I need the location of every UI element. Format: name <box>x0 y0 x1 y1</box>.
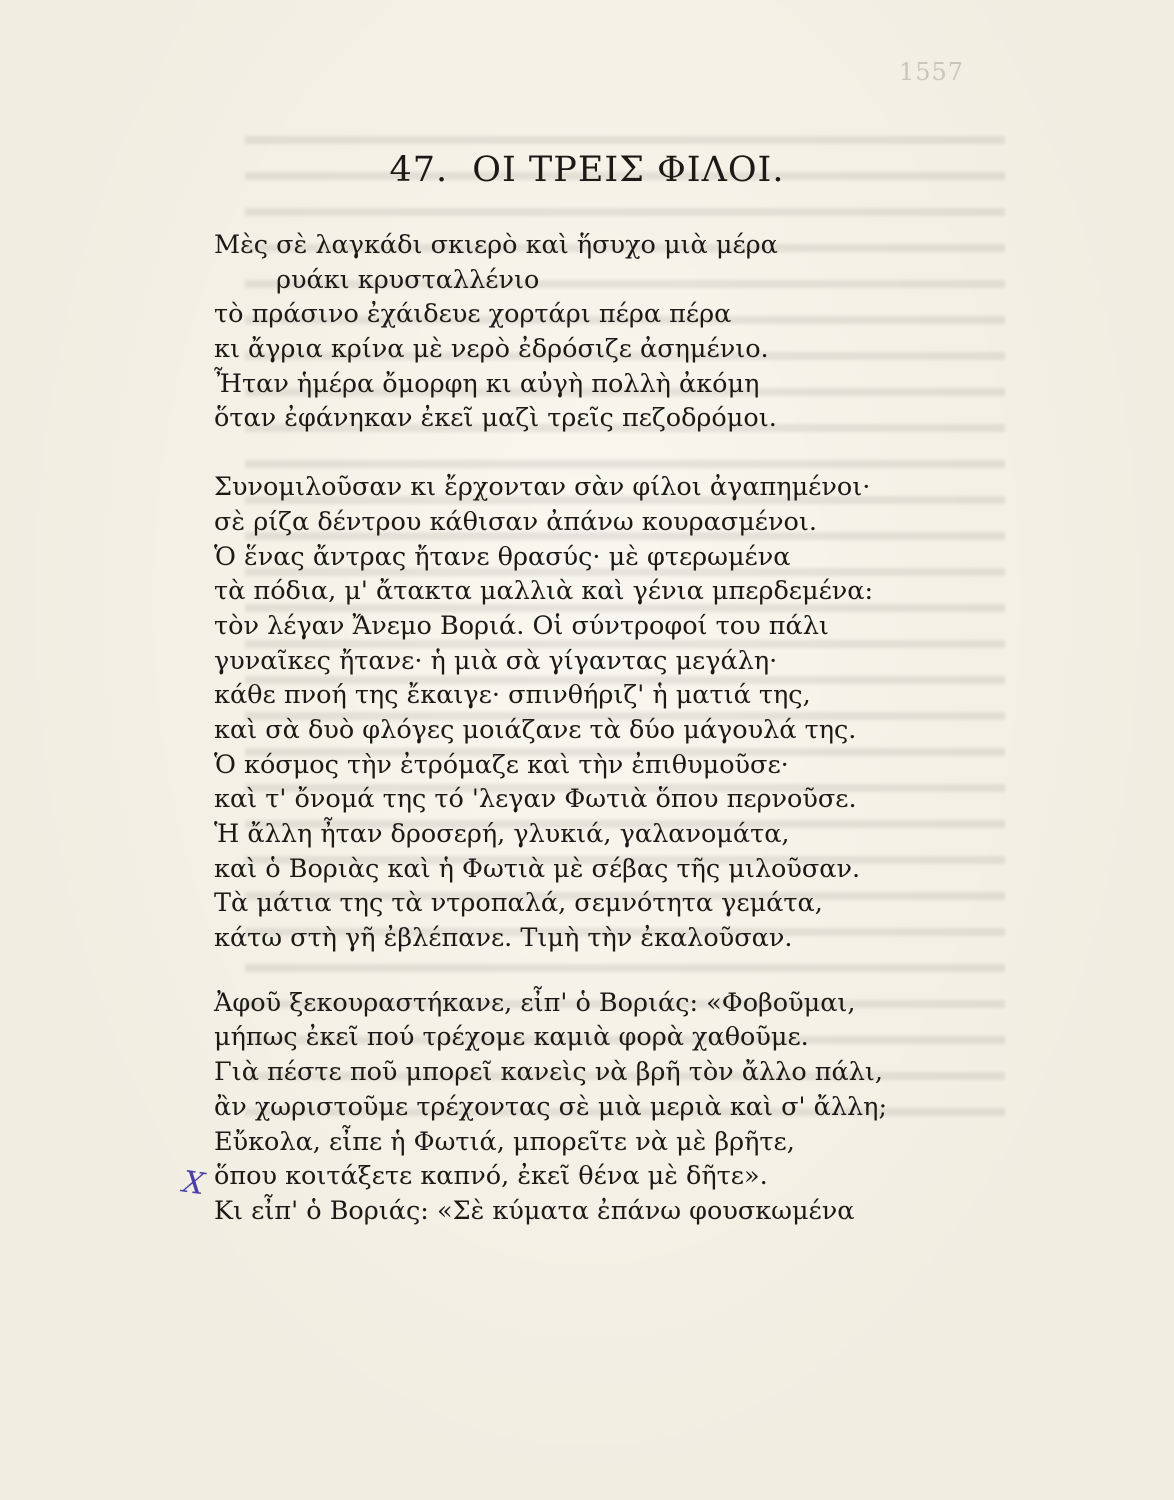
poem-line: Ἦταν ἡμέρα ὄμορφη κι αὐγὴ πολλὴ ἀκόμη <box>214 368 760 399</box>
poem-line: ὅπου κοιτάξετε καπνό, ἐκεῖ θένα μὲ δῆτε». <box>214 1161 768 1192</box>
poem-line: Μὲς σὲ λαγκάδι σκιερὸ καὶ ἥσυχο μιὰ μέρα <box>214 230 778 260</box>
stanza-gap <box>214 956 994 986</box>
poem-line: Ὁ ἕνας ἄντρας ἤτανε θρασύς· μὲ φτερωμένα <box>214 541 791 572</box>
poem-line: καὶ ὁ Βοριὰς καὶ ἡ Φωτιὰ μὲ σέβας τῆς μιλοῦσαν. <box>214 853 861 884</box>
stanza-2 <box>214 470 994 956</box>
poem-line: ρυάκι κρυσταλλένιο <box>276 264 540 295</box>
stanza-1 <box>214 228 994 436</box>
poem-line: Συνομιλοῦσαν κι ἔρχονταν σὰν φίλοι ἀγαπημένοι· <box>214 472 871 503</box>
poem-line: τὸν λέγαν Ἄνεμο Βοριά. Οἱ σύντροφοί του πάλι <box>214 610 829 641</box>
poem-line: κάτω στὴ γῆ ἐβλέπανε. Τιμὴ τὴν ἐκαλοῦσαν. <box>214 923 793 954</box>
stanza-gap <box>214 436 994 470</box>
poem-line: τὸ πράσινο ἐχάιδευε χορτάρι πέρα πέρα <box>214 299 732 330</box>
poem-number: 47. <box>389 150 449 190</box>
poem-line: Ἡ ἄλλη ἦταν δροσερή, γλυκιά, γαλανομάτα, <box>214 819 790 849</box>
poem-line: ὅταν ἐφάνηκαν ἐκεῖ μαζὶ τρεῖς πεζοδρόμοι. <box>214 403 777 434</box>
poem-line: γυναῖκες ἤτανε· ἡ μιὰ σὰ γίγαντας μεγάλη· <box>214 645 778 676</box>
poem-line: κάθε πνοή της ἔκαιγε· σπινθήριζ' ἡ ματιά της, <box>214 680 811 711</box>
poem-line: Ὁ κόσμος τὴν ἐτρόμαζε καὶ τὴν ἐπιθυμοῦσε· <box>214 749 789 780</box>
poem-line: καὶ τ' ὄνομά της τό 'λεγαν Φωτιὰ ὅπου περνοῦσε. <box>214 784 857 815</box>
poem-body <box>214 228 994 1229</box>
poem-line: μήπως ἐκεῖ πού τρέχομε καμιὰ φορὰ χαθοῦμε. <box>214 1022 809 1053</box>
poem-line: σὲ ρίζα δέντρου κάθισαν ἀπάνω κουρασμένοι. <box>214 506 817 537</box>
poem-line: Ἀφοῦ ξεκουραστήκανε, εἶπ' ὁ Βοριάς: «Φοβοῦμαι, <box>214 987 856 1018</box>
stanza-3 <box>214 986 994 1229</box>
poem-line: κι ἄγρια κρίνα μὲ νερὸ ἐδρόσιζε ἀσημένιο. <box>214 334 769 365</box>
poem-line: καὶ σὰ δυὸ φλόγες μοιάζανε τὰ δύο μάγουλά της. <box>214 714 857 745</box>
poem-line: Τὰ μάτια της τὰ ντροπαλά, σεμνότητα γεμάτα, <box>214 888 823 919</box>
poem-line: Εὔκολα, εἶπε ἡ Φωτιά, μπορεῖτε νὰ μὲ βρῆτε, <box>214 1126 795 1157</box>
poem-line: ἂν χωριστοῦμε τρέχοντας σὲ μιὰ μεριὰ καὶ σ' ἄλλη; <box>214 1091 888 1122</box>
poem-line: τὰ πόδια, μ' ἄτακτα μαλλιὰ καὶ γένια μπερδεμένα: <box>214 576 874 607</box>
poem-title <box>0 150 1174 190</box>
poem-line: Κι εἶπ' ὁ Βοριάς: «Σὲ κύματα ἐπάνω φουσκωμένα <box>214 1195 855 1226</box>
margin-x-mark: Χ <box>180 1164 207 1203</box>
poem-line: Γιὰ πέστε ποῦ μπορεῖ κανεὶς νὰ βρῆ τὸν ἄλλο πάλι, <box>214 1057 884 1088</box>
poem-title-words: ΟΙ ΤΡΕΙΣ ΦΙΛΟΙ. <box>472 150 785 190</box>
page-number: 1557 <box>898 58 964 86</box>
